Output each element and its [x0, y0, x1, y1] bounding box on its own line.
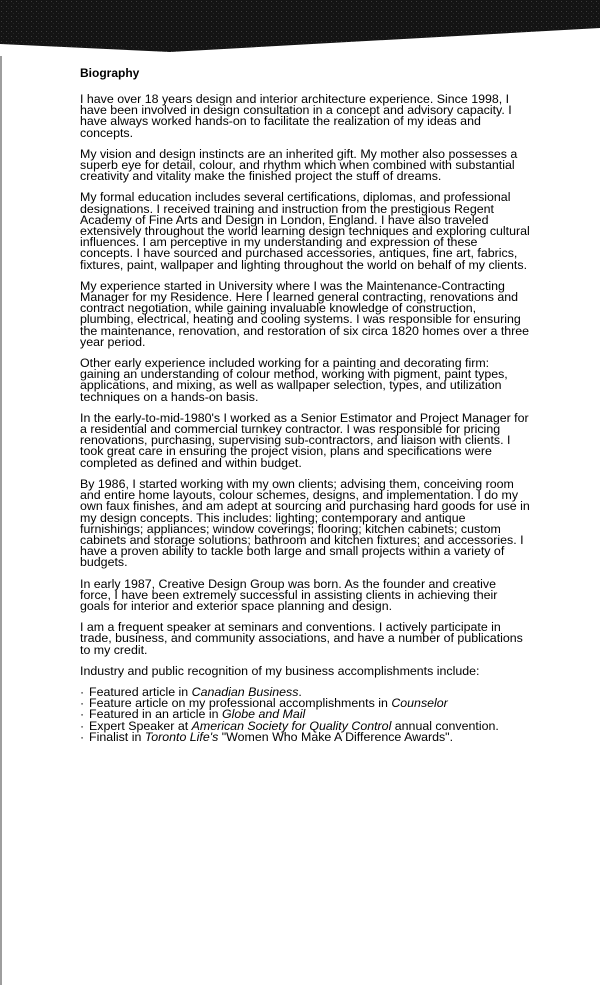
left-edge-line — [0, 56, 2, 985]
paragraph-early-experience: Other early experience included working for a painting and decorating firm: gaining an understanding of colour method, working with pigment, paint types, applications, and mixing, as well as wallpaper selection, types, and utilization techniques on a hands-on basis. — [80, 356, 508, 404]
paragraph-recognition-intro: Industry and public recognition of my business accomplishments include: — [80, 663, 480, 678]
paragraph-1986: By 1986, I started working with my own clients; advising them, conceiving room and entire home layouts, colour schemes, designs, and implementation. I do my own faux finishes, and am adept at sourcing and purchasing hard goods for use in my design concepts. This includes: lighting; contemporary and antique furnishings; appliances; window coverings; flooring; kitchen cabinets; custom cabinets and storage solutions; bathroom and kitchen fixtures; and accessories. I have a proven ability to tackle both large and small projects within a variety of budgets. — [80, 476, 530, 570]
header-banner — [0, 0, 600, 56]
list-item: · Finalist in Toronto Life's "Women Who Make A Difference Awards". — [80, 729, 454, 744]
paragraph-education: My formal education includes several certifications, diplomas, and professional designations. I received training and instruction from the prestigious Regent Academy of Fine Arts and Design in London, England. I have also traveled extensively throughout the world learning design techniques and exploring cultural influences. I am perceptive in my understanding and expression of these concepts. I have sourced and purchased accessories, antiques, fine art, fabrics, fixtures, paint, wallpaper and lighting throughout the world on behalf of my clients. — [80, 190, 530, 272]
paragraph-1987: In early 1987, Creative Design Group was born. As the founder and creative force, I have been extremely successful in assisting clients in achieving their goals for interior and exterior space planning and design. — [80, 576, 498, 613]
paragraph-vision: My vision and design instincts are an inherited gift. My mother also possesses a superb eye for detail, colour, and rhythm which when combined with substantial creativity and vitality make the finished project the stuff of dreams. — [80, 146, 518, 184]
paragraph-speaker: I am a frequent speaker at seminars and conventions. I actively participate in trade, business, and community associations, and have a number of publications to my credit. — [80, 620, 523, 657]
list-item: · Expert Speaker at American Society for Quality Control annual convention. — [80, 718, 499, 733]
recognition-list — [80, 684, 530, 744]
list-item: · Featured in an article in Globe and Mail — [80, 707, 306, 722]
bullet-icon: · — [80, 696, 85, 711]
list-item: · Feature article on my professional accomplishments in Counselor — [80, 696, 448, 711]
paragraph-1980s: In the early-to-mid-1980's I worked as a Senior Estimator and Project Manager for a residential and commercial turnkey contractor. I was responsible for pricing renovations, purchasing, supervising sub-contractors, and liaison with clients. I took great care in ensuring the project vision, plans and specifications were completed as defined and within budget. — [80, 410, 529, 470]
bullet-icon: · — [80, 729, 85, 744]
paragraph-university: My experience started in University where I was the Maintenance-Contracting Manager for my Residence. Here I learned general contracting, renovations and contract negotiation, while gaining invaluable knowledge of construction, plumbing, electrical, heating and cooling systems. I was responsible for ensuring the maintenance, renovation, and restoration of six circa 1820 homes over a three year period. — [80, 278, 530, 349]
bullet-icon: · — [80, 684, 85, 699]
biography-heading: Biography — [80, 66, 140, 80]
list-item: · Featured article in Canadian Business. — [80, 684, 302, 699]
paragraph-experience: I have over 18 years design and interior architecture experience. Since 1998, I have been involved in design consultation in a concept and advisory capacity. I have always worked hands-on to facilitate the realization of my ideas and concepts. — [80, 92, 512, 140]
bullet-icon: · — [80, 718, 85, 733]
biography-section — [80, 66, 530, 743]
bullet-icon: · — [80, 707, 85, 722]
